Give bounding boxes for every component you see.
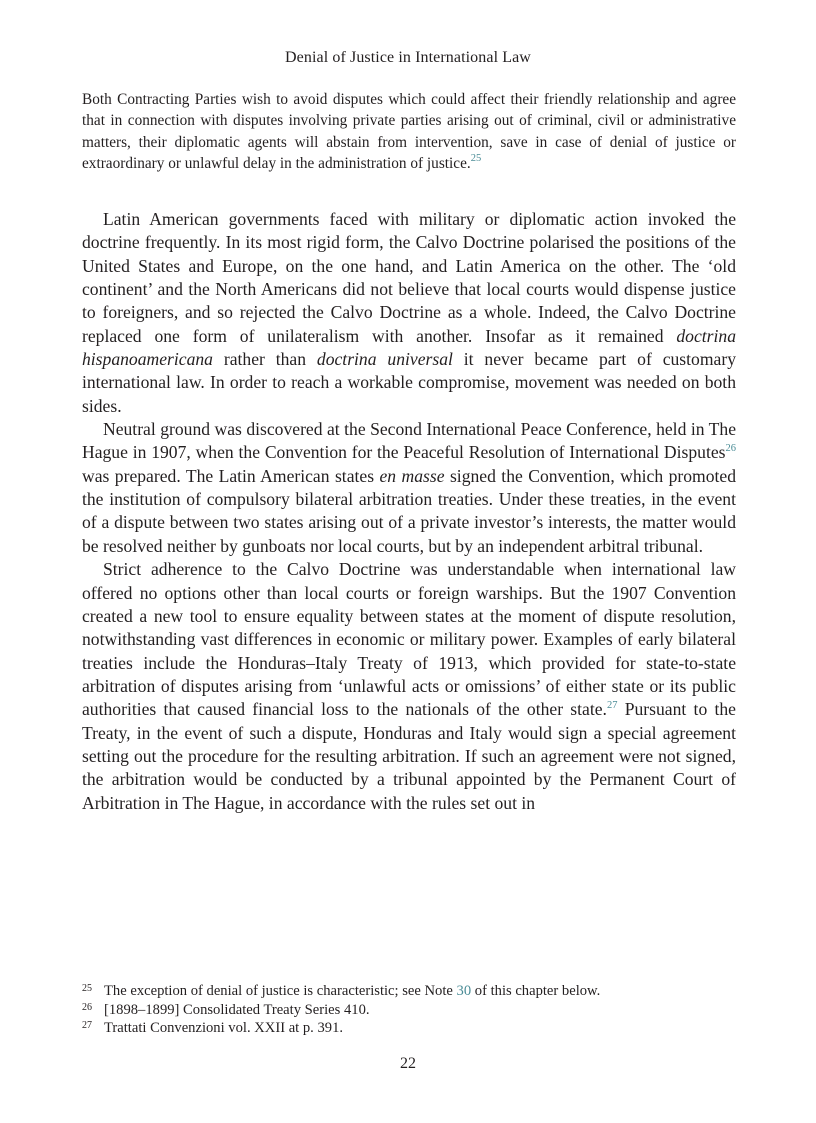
italic-term: doctrina universal	[316, 349, 453, 370]
footnote-number: 27	[82, 1020, 92, 1031]
paragraph-3	[82, 558, 736, 815]
block-quote	[82, 89, 736, 174]
paragraph-text: it never became part of customary international law. In order to reach a workable compromise, movement was needed on both sides.	[82, 349, 736, 416]
paragraph-text: was prepared. The Latin American states	[82, 465, 380, 486]
footnote-text	[104, 983, 600, 1001]
footnote-text-part: of this chapter below.	[471, 983, 601, 999]
footnote-text: Trattati Convenzioni vol. XXII at p. 391.	[104, 1020, 344, 1036]
block-quote-text: Both Contracting Parties wish to avoid disputes which could affect their friendly relationship and agree that in connection with disputes involving private parties arising out of criminal, civil or administrative matters, their diplomatic agents will abstain from intervention, save in case of denial of justice or extraordinary or unlawful delay in the administration of justice.	[82, 91, 736, 172]
footnote-text: [1898–1899] Consolidated Treaty Series 410.	[104, 1001, 370, 1018]
running-header-title: Denial of Justice in International Law	[285, 49, 531, 66]
paragraph-text: rather than	[212, 349, 317, 370]
footnotes	[82, 983, 742, 1039]
footnote-ref-26[interactable]: 26	[725, 443, 736, 455]
paragraph-text: signed the Convention, which promoted the institution of compulsory bilateral arbitration treaties. Under these treaties, in the event of a dispute between two states arising out of a private investor’s interests, the matter would be resolved neither by gunboats nor local courts, but by an independent arbitral tribunal.	[82, 465, 737, 556]
footnote-25	[82, 983, 742, 1002]
italic-term: doctrina hispanoamericana	[82, 325, 736, 370]
paragraph-2	[82, 418, 736, 558]
footnote-27	[82, 1020, 742, 1039]
footnote-ref-27[interactable]: 27	[606, 700, 618, 712]
footnote-ref-25[interactable]: 25	[470, 152, 482, 164]
footnote-number: 26	[82, 1001, 92, 1013]
note-30-link[interactable]: 30	[456, 983, 472, 999]
footnote-text-part: The exception of denial of justice is characteristic; see Note	[104, 983, 457, 999]
page-number: 22	[400, 1055, 416, 1072]
footnote-number: 25	[82, 983, 92, 994]
body-text	[82, 208, 736, 815]
paragraph-text: Pursuant to the Treaty, in the event of such a dispute, Honduras and Italy would sign a special agreement setting out the procedure for the resulting arbitration. If such an agreement were not signed, the arbitration would be conducted by a tribunal appointed by the Permanent Court of Arbitration in The Hague, in accordance with the rules set out in	[82, 699, 736, 813]
paragraph-text: Latin American governments faced with military or diplomatic action invoked the doctrine frequently. In its most rigid form, the Calvo Doctrine polarised the positions of the United States and Europe, on the one hand, and Latin America on the other. The ‘old continent’ and the North Americans did not believe that local courts would dispense justice to foreigners, and so rejected the Calvo Doctrine as a whole. Indeed, the Calvo Doctrine replaced one form of unilateralism with another. Insofar as it remained	[82, 209, 736, 346]
italic-term: en masse	[379, 465, 445, 486]
block-quote-paragraph	[82, 89, 736, 174]
paragraph-text: Strict adherence to the Calvo Doctrine was understandable when international law offered no options other than local courts or foreign warships. But the 1907 Convention created a new tool to ensure equality between states at the moment of dispute resolution, notwithstanding vast differences in economic or military power. Examples of early bilateral treaties include the Honduras–Italy Treaty of 1913, which provided for state-to-state arbitration of disputes arising from ‘unlawful acts or omissions’ of either state or its public authorities that caused financial loss to the nationals of the other state.	[82, 559, 736, 720]
footnote-26	[82, 1002, 742, 1021]
paragraph-text: Neutral ground was discovered at the Second International Peace Conference, held in The Hague in 1907, when the Convention for the Peaceful Resolution of International Disputes	[82, 419, 736, 463]
paragraph-1	[82, 208, 736, 418]
